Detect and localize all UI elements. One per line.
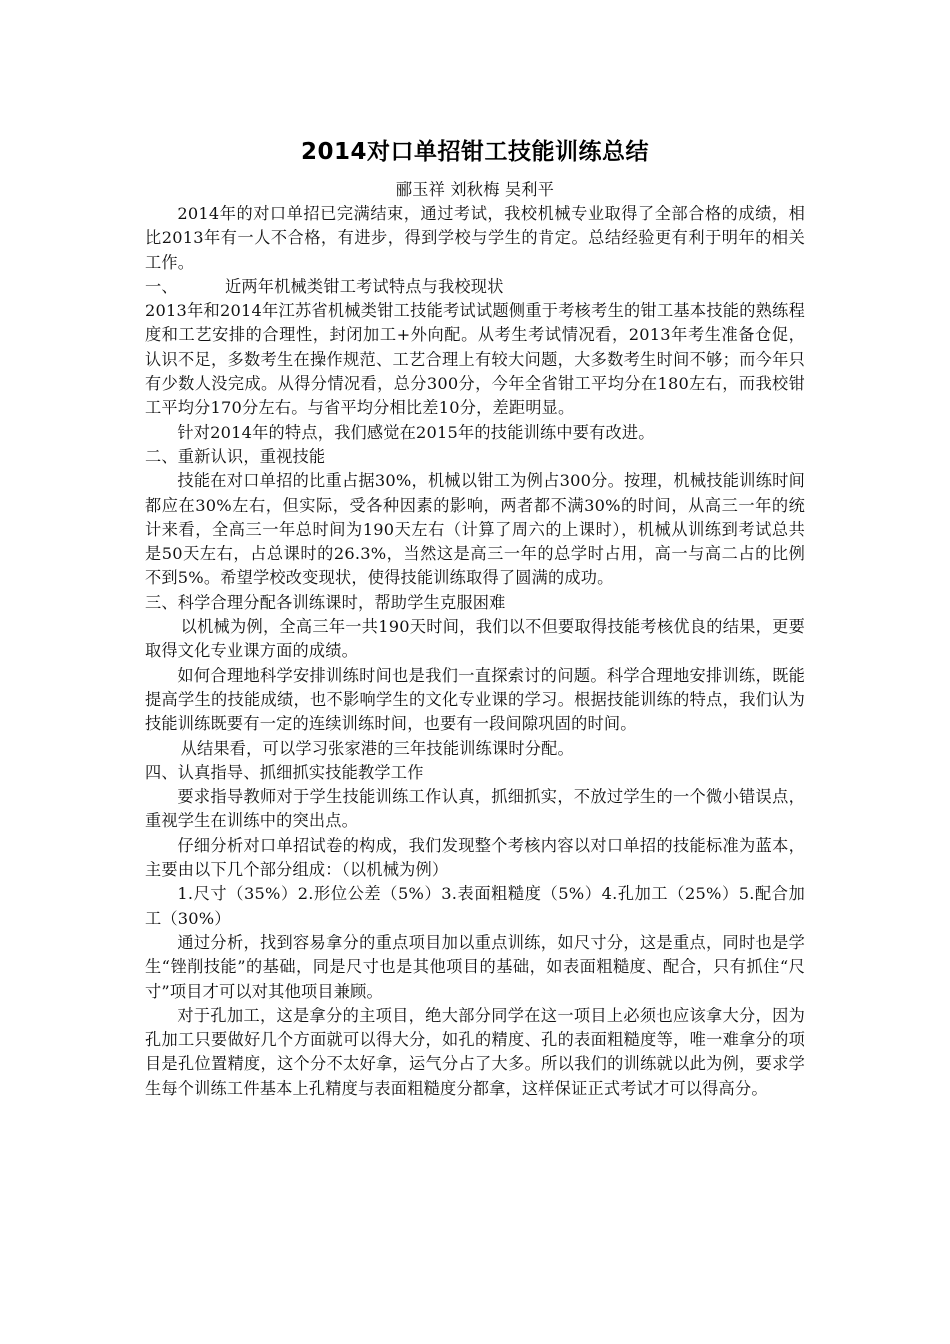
document-body	[145, 130, 805, 1101]
section-4-paragraph-1: 要求指导教师对于学生技能训练工作认真，抓细抓实，不放过学生的一个微小错误点，重视学生在训练中的突出点。	[145, 787, 805, 831]
intro-paragraph: 2014年的对口单招已完满结束，通过考试，我校机械专业取得了全部合格的成绩，相比2013年有一人不合格，有进步，得到学校与学生的肯定。总结经验更有利于明年的相关工作。	[145, 204, 805, 272]
section-3-paragraph-2: 如何合理地科学安排训练时间也是我们一直探索讨的问题。科学合理地安排训练，既能提高学生的技能成绩，也不影响学生的文化专业课的学习。根据技能训练的特点，我们认为技能训练既要有一定的连续训练时间，也要有一段间隙巩固的时间。	[145, 665, 805, 734]
section-4-paragraph-5: 对于孔加工，这是拿分的主项目，绝大部分同学在这一项目上必须也应该拿大分，因为孔加工只要做好几个方面就可以得大分，如孔的精度、孔的表面粗糙度等，唯一难拿分的项目是孔位置精度，这个分不太好拿，运气分占了大多。所以我们的训练就以此为例，要求学生每个训练工件基本上孔精度与表面粗糙度分都拿，这样保证正式考试才可以得高分。	[145, 1005, 805, 1098]
document-title: 2014对口单招钳工技能训练总结	[300, 139, 649, 165]
section-1-heading	[145, 275, 805, 299]
section-3-heading: 三、科学合理分配各训练课时，帮助学生克服困难	[145, 592, 506, 612]
section-1-number: 一、	[145, 276, 178, 296]
section-3-paragraph-3: 从结果看，可以学习张家港的三年技能训练课时分配。	[180, 738, 574, 758]
section-4-score-breakdown: 1.尺寸（35%）2.形位公差（5%）3.表面粗糙度（5%）4.孔加工（25%）5.配合加工（30%）	[145, 884, 805, 928]
section-2-heading: 二、重新认识，重视技能	[145, 446, 326, 466]
section-4-heading: 四、认真指导、抓细抓实技能教学工作	[145, 762, 424, 782]
section-1-paragraph-1: 2013年和2014年江苏省机械类钳工技能考试试题侧重于考核考生的钳工基本技能的熟练程度和工艺安排的合理性，封闭加工+外向配。从考生考试情况看，2013年考生准备仓促，认识不足，多数考生在操作规范、工艺合理上有较大问题，大多数考生时间不够；而今年只有少数人没完成。从得分情况看，总分300分，今年全省钳工平均分在180左右，而我校钳工平均分170分左右。与省平均分相比差10分，差距明显。	[145, 301, 805, 418]
section-4-paragraph-4: 通过分析，找到容易拿分的重点项目加以重点训练，如尺寸分，这是重点，同时也是学生“锉削技能”的基础，同是尺寸也是其他项目的基础，如表面粗糙度、配合，只有抓住“尺寸”项目才可以对其他项目兼顾。	[145, 932, 805, 1001]
section-1-title: 近两年机械类钳工考试特点与我校现状	[225, 276, 504, 296]
section-1-paragraph-2: 针对2014年的特点，我们感觉在2015年的技能训练中要有改进。	[177, 422, 655, 442]
section-4-paragraph-2: 仔细分析对口单招试卷的构成，我们发现整个考核内容以对口单招的技能标准为蓝本，主要由以下几个部分组成：（以机械为例）	[145, 835, 805, 880]
document-authors: 郦玉祥 刘秋梅 吴利平	[395, 180, 555, 199]
section-2-paragraph-1: 技能在对口单招的比重占据30%，机械以钳工为例占300分。按理，机械技能训练时间都应在30%左右，但实际，受各种因素的影响，两者都不满30%的时间，从高三一年的统计来看，全高三一年总时间为190天左右（计算了周六的上课时），机械从训练到考试总共是50天左右，占总课时的26.3%，当然这是高三一年的总学时占用，高一与高二占的比例不到5%。希望学校改变现状，使得技能训练取得了圆满的成功。	[145, 471, 805, 588]
section-3-paragraph-1: 以机械为例，全高三年一共190天时间，我们以不但要取得技能考核优良的结果，更要取得文化专业课方面的成绩。	[145, 617, 805, 661]
